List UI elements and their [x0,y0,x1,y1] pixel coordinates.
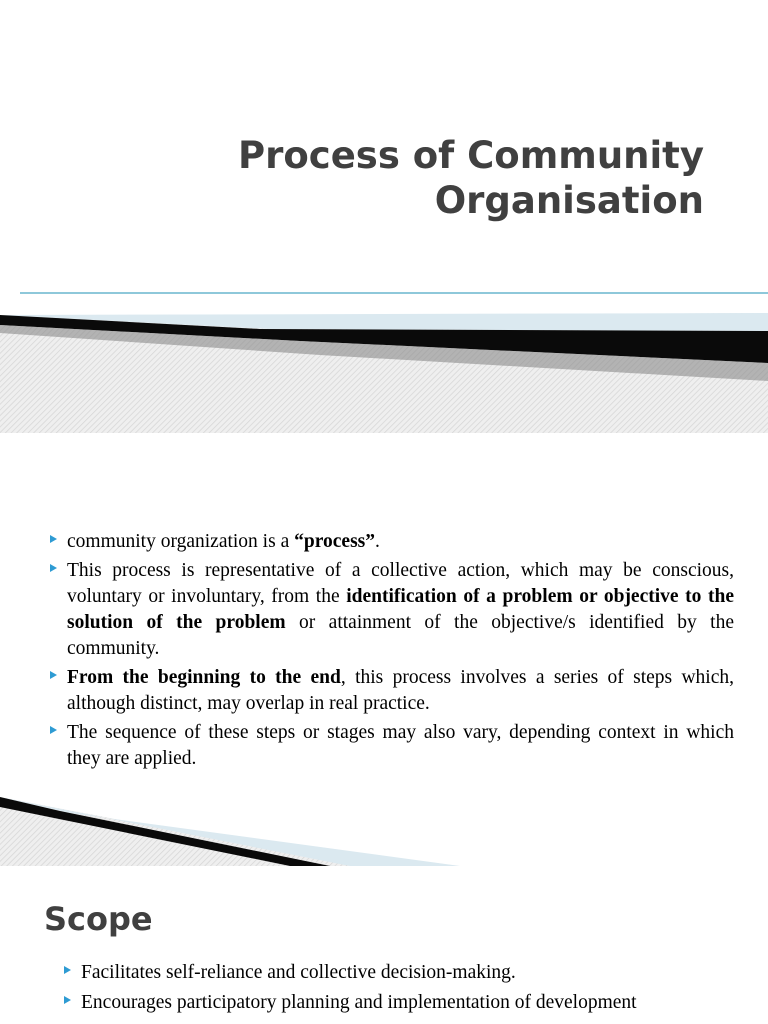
bullet-arrow-icon [50,564,57,572]
title-slide [0,0,768,433]
bullet-item: This process is representative of a collective action, which may be conscious, voluntary or involuntary, from the identification of a problem or objective to the solution of the problem or attainment of the objective/s identified by the community. [67,558,734,662]
bullet-arrow-icon [50,535,57,543]
bullet-list [67,529,734,775]
content-slide [0,433,768,866]
bullet-item: From the beginning to the end, this process involves a series of steps which, although distinct, may overlap in real practice. [67,665,734,717]
bullet-item: Facilitates self-reliance and collective decision-making. [81,960,741,986]
slide-title-line-2: Organisation [434,179,704,222]
title-decoration-swoosh [0,285,768,433]
bullet-arrow-icon [50,726,57,734]
scope-title: Scope [44,900,153,938]
bullet-item: The sequence of these steps or stages may also vary, depending context in which they are applied. [67,720,734,772]
bullet-arrow-icon [50,671,57,679]
scope-slide [0,866,768,1024]
bullet-arrow-icon [64,966,71,974]
slide-title-line-1: Process of Community [238,134,704,177]
bullet-arrow-icon [64,996,71,1004]
scope-bullet-list [81,960,741,1020]
bullet-item: community organization is a “process”. [67,529,734,555]
content-decoration-swoosh [0,793,768,866]
slide-title [104,133,704,223]
bullet-item: Encourages participatory planning and implementation of development [81,990,741,1016]
